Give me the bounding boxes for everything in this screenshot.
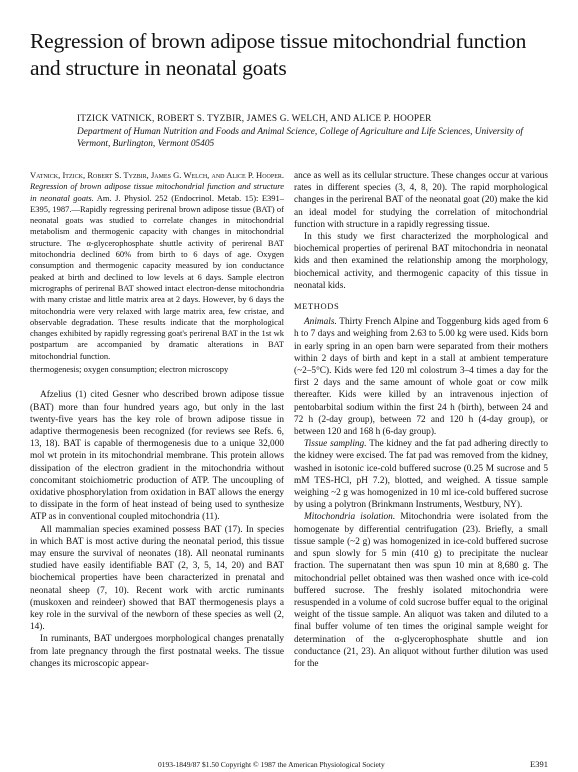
body-paragraph: All mammalian species examined possess BAT (17). In species in which BAT is most active during the neonatal period, this tissue may ensure the survival of neonates (18). All neonatal ruminants studied have easily identifiable BAT (2, 3, 5, 14, 20) and BAT biochemical properties have been characterized in prenatal and neonatal sheep (7, 10). Recent work with arctic ruminants (muskoxen and reindeer) showed that BAT thermogenesis plays a key role in the survival of the newborn of these species as well (2, 14). (30, 524, 284, 633)
methods-lead: Mitochondria isolation. (304, 512, 396, 523)
abstract-citation-title: Regression of brown adipose tissue mitochondrial function and structure in neonatal goats. (30, 181, 284, 203)
keywords: thermogenesis; oxygen consumption; electron microscopy (30, 364, 229, 375)
right-column (294, 170, 548, 670)
body-paragraph: Afzelius (1) cited Gesner who described brown adipose tissue (BAT) more than four hundred years ago, but only in the last twenty-five years has the key role of brown adipose tissue in adaptive thermogenesis been recognized (for reviews see Refs. 6, 13, 18). BAT is capable of thermogenesis due to a unique 32,000 mol wt protein in its mitochondrial membrane. This protein allows dissipation of the electron gradient in the mitochondria without concomitant stoichiometric production of ATP. The uncoupling of oxidative phosphorylation from oxidation in BAT allows the energy to dissipate in the form of heat instead of being used to synthesize ATP as in conventional coupled mitochondria (11). (30, 390, 284, 523)
methods-text: The kidney and the fat pad adhering directly to the kidney were excised. The fat pad was removed from the kidney, washed in isotonic ice-cold buffered sucrose (0.25 M sucrose and 5 mM TES-HCl, pH 7.2), blotted, and weighed. A tissue sample weighing ~2 g was homogenized in 10 ml ice-cold buffered sucrose by using a polytron (Brinkmann Instruments, Westbury, NY). (294, 439, 549, 511)
methods-paragraph (294, 438, 548, 511)
affiliation: Department of Human Nutrition and Foods and Animal Science, College of Agriculture and Life Sciences, University of Vermont, Burlington, Vermont 05405 (77, 127, 524, 149)
author-list: ITZICK VATNICK, ROBERT S. TYZBIR, JAMES G. WELCH, AND ALICE P. HOOPER (77, 114, 432, 124)
methods-text: Thirty French Alpine and Toggenburg kids aged from 6 h to 7 days and weighing from 2.63 to 5.00 kg were used. Kids born in early spring in an open barn were separated from their mothers within 2 days of birth and kept in a stall at ambient temperature (~2–5°C). Kids were fed 120 ml colostrum 3–4 times a day for the first 2 days and the same amount of whole goat or cow milk thereafter. Kids were killed by an intravenous injection of pentobarbital sodium within the first 24 h (birth), between 24 and 72 h (2-day group), between 72 and 120 h (4-day group), or between 120 and 168 h (6-day group). (294, 317, 548, 438)
methods-paragraph (294, 316, 548, 438)
article-title: Regression of brown adipose tissue mitochondrial function and structure in neonatal goats (30, 29, 527, 80)
body-paragraph: In this study we first characterized the morphological and biochemical properties of perirenal BAT mitochondria in neonatal kids and then examined the relationship among the morphology, biochemical activity, and thermogenic capacity of this tissue in neonatal kids. (294, 232, 548, 291)
abstract-citation-authors: Vatnick, Itzick, Robert S. Tyzbir, James G. Welch, and Alice P. Hooper. (30, 170, 284, 180)
body-paragraph: ance as well as its cellular structure. These changes occur at various rates in different species (3, 4, 8, 20). The rapid morphological changes in the perirenal BAT of the neonatal goat (20) make the kid an ideal model for studying the correlation of mitochondrial function with structure in a rapidly regressing tissue. (294, 171, 548, 230)
methods-lead: Tissue sampling. (304, 439, 367, 450)
page-number: E391 (530, 759, 548, 769)
body-paragraph: In ruminants, BAT undergoes morphological changes prenatally from late pregnancy through the first postnatal weeks. The tissue changes its microscopic appear- (30, 634, 284, 669)
left-column (30, 170, 284, 670)
methods-heading: METHODS (294, 301, 340, 312)
publisher-line: 0193-1849/87 $1.50 Copyright © 1987 the American Physiological Society (158, 760, 385, 769)
abstract (30, 170, 284, 362)
methods-paragraph (294, 511, 548, 670)
methods-text: Mitochondria were isolated from the homogenate by differential centrifugation (23). Briefly, a small tissue sample (~2 g) was homogenized in ice-cold buffered sucrose and spun slowly for 5 min (410 g) to precipitate the nuclear fraction. The supernatant then was spun 10 min at 8,680 g. The mitochondrial pellet obtained was then washed once with ice-cold buffered sucrose. The freshly isolated mitochondria were resuspended in a volume of cold sucrose buffer equal to the original weight of the tissue sample. An aliquot was taken and diluted to a final buffer volume of ten times the original sample weight for determination of the α-glycerophosphate shuttle and ion conductance (21, 23). An aliquot without further dilution was used for the (294, 512, 549, 669)
methods-lead: Animals. (304, 317, 337, 328)
abstract-text: Am. J. Physiol. 252 (Endocrinol. Metab. 15): E391–E395, 1987.—Rapidly regressing perirenal brown adipose tissue (BAT) of neonatal goats was studied to correlate changes in mitochondrial metabolism and thermogenic capacity with changes in mitochondrial structure. The α-glycerophosphate shuttle activity of perirenal BAT mitochondria declined 60% from birth to 6 days of age. Oxygen consumption and thermogenic capacity measured by ion conductance peaked at birth and declined to low levels at 6 days. Sample electron micrographs of perirenal BAT showed intact electron-dense mitochondria with many cristae and little matrix area at 2 days. However, by 6 days the mitochondria were very relaxed with large matrix area, few cristae, and observable degradation. These results indicate that the morphological changes exhibited by rapidly regressing goat's perirenal BAT in the 1st wk postpartum are accompanied by dramatic alterations in BAT mitochondrial function. (30, 192, 285, 361)
